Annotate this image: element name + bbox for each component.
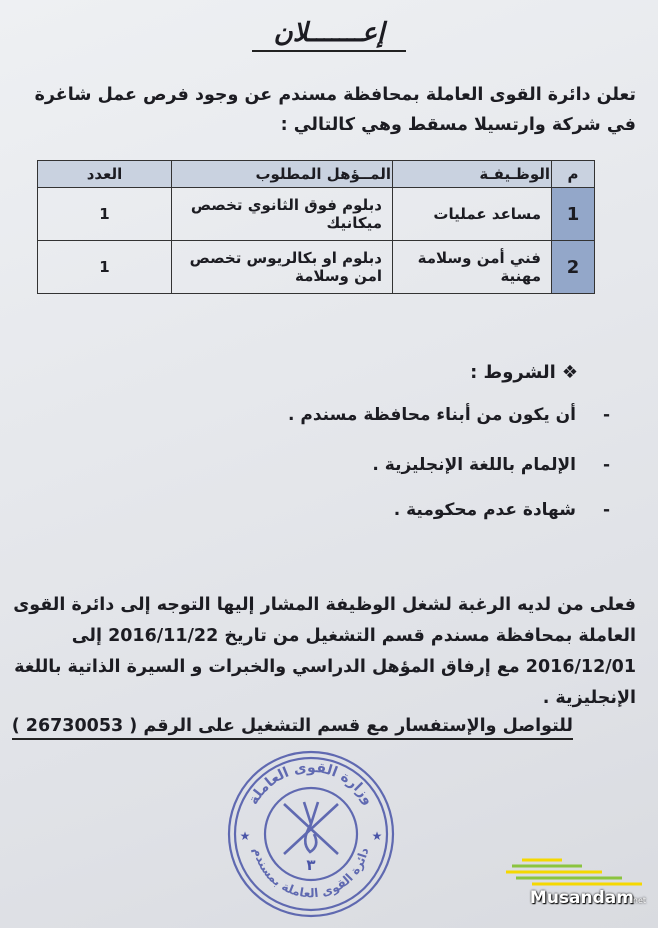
condition-item: -شهادة عدم محكومية . bbox=[393, 500, 610, 520]
jobs-table bbox=[37, 160, 595, 294]
conditions-heading: ❖الشروط : bbox=[470, 362, 578, 383]
header-number: م bbox=[552, 161, 595, 188]
row-qualification: دبلوم فوق الثانوي تخصص ميكانيك bbox=[172, 188, 393, 241]
seal-number: ٣ bbox=[306, 856, 316, 874]
contact-line: للتواصل والإستفسار مع قسم التشغيل على الرقم ( 26730053 ) bbox=[12, 716, 573, 740]
application-paragraph: فعلى من لديه الرغبة لشغل الوظيفة المشار إليها التوجه إلى دائرة القوى العاملة بمحافظة مسندم قسم التشغيل من تاريخ 2016/11/22 إلى 2016/12/01 مع إرفاق المؤهل الدراسي والخبرات و السيرة الذاتية باللغة الإنجليزية . bbox=[13, 595, 636, 708]
watermark-suffix: .net bbox=[630, 896, 646, 905]
row-number: 1 bbox=[552, 188, 595, 241]
condition-item: -أن يكون من أبناء محافظة مسندم . bbox=[288, 405, 610, 425]
star-icon: ★ bbox=[371, 829, 383, 843]
table-row bbox=[38, 188, 595, 241]
row-qualification: دبلوم او بكالريوس تخصص امن وسلامة bbox=[172, 241, 393, 294]
khanjar-emblem-icon bbox=[284, 802, 338, 854]
row-job: مساعد عمليات bbox=[393, 188, 552, 241]
star-icon: ★ bbox=[239, 829, 251, 843]
row-job: فني أمن وسلامة مهنية bbox=[393, 241, 552, 294]
table-header-row bbox=[38, 161, 595, 188]
intro-paragraph: تعلن دائرة القوى العاملة بمحافظة مسندم عن وجود فرص عمل شاغرة في شركة وارتسيلا مسقط وهي كالتالي : bbox=[34, 85, 636, 135]
row-count: 1 bbox=[38, 188, 172, 241]
watermark-text: Musandam bbox=[529, 888, 634, 908]
announcement-title: إعـــــــلان bbox=[0, 18, 658, 48]
row-count: 1 bbox=[38, 241, 172, 294]
header-job: الوظـيفـة bbox=[393, 161, 552, 188]
musandam-watermark bbox=[502, 854, 652, 914]
row-number: 2 bbox=[552, 241, 595, 294]
seal-top-text: وزارة القوى العاملة bbox=[245, 759, 377, 808]
header-qualification: المــؤهل المطلوب bbox=[172, 161, 393, 188]
diamond-bullet-icon: ❖ bbox=[561, 362, 578, 383]
condition-item: -الإلمام باللغة الإنجليزية . bbox=[372, 455, 610, 475]
header-count: العدد bbox=[38, 161, 172, 188]
ministry-seal bbox=[216, 742, 406, 918]
table-row bbox=[38, 241, 595, 294]
seal-bottom-text: دائرة القوى العاملة بمسندم bbox=[250, 846, 372, 901]
